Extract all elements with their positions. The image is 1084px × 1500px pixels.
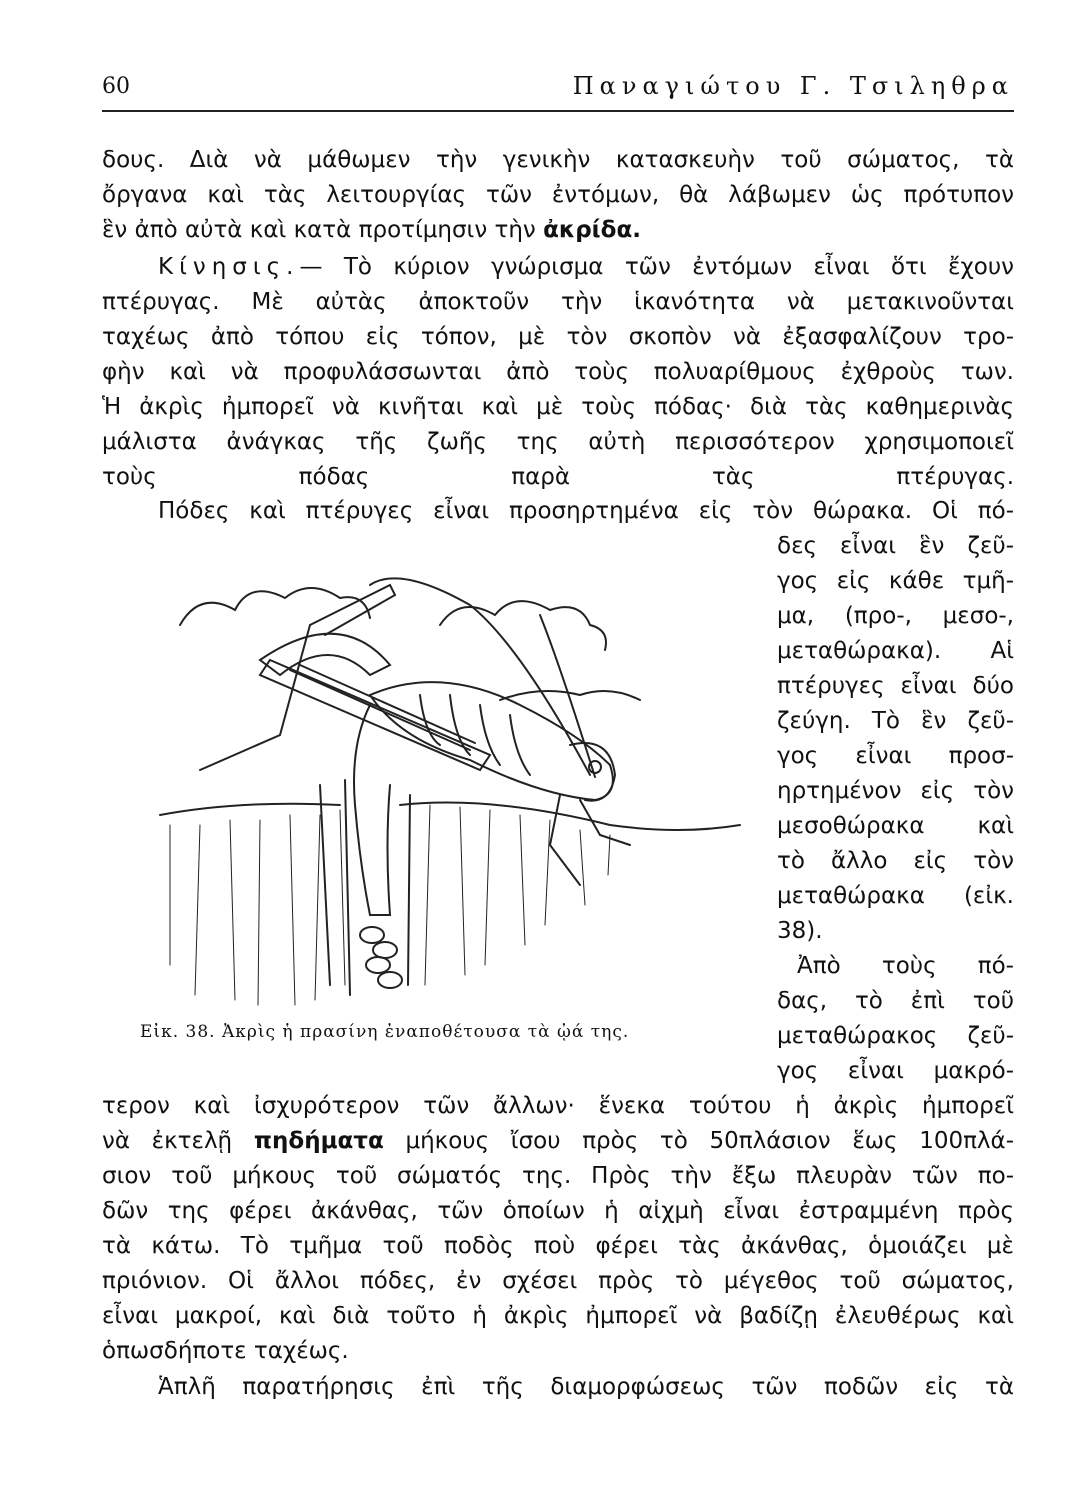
side-text-line: γος εἶναι μακρό- bbox=[777, 1058, 1014, 1084]
abdomen-shape bbox=[354, 705, 390, 915]
hind-leg-shape bbox=[260, 634, 390, 675]
side-text-line: ηρτημένον εἰς τὸν bbox=[777, 778, 1014, 804]
text-line: ὁπωσδήποτε ταχέως. bbox=[102, 1338, 349, 1364]
text-line: πτέρυγας. Μὲ αὐτὰς ἀποκτοῦν τὴν ἱκανότητα νὰ μετακινοῦνται bbox=[102, 289, 1014, 315]
ground-line bbox=[160, 803, 740, 831]
text-line: ὄργανα καὶ τὰς λειτουργίας τῶν ἐντόμων, θὰ λάβωμεν ὡς πρότυπον bbox=[102, 182, 1014, 208]
figure-caption: Εἰκ. 38. Ἀκρὶς ἡ πρασίνη ἐναποθέτουσα τὰ ᾠά της. bbox=[140, 1022, 630, 1042]
side-text-line: δας, τὸ ἐπὶ τοῦ bbox=[777, 988, 1014, 1014]
side-text-line: Ἀπὸ τοὺς πό- bbox=[797, 953, 1014, 979]
section-heading-kinisis: Κίνησις. bbox=[158, 254, 300, 280]
side-text-line: μεταθώρακα (εἰκ. bbox=[777, 883, 1014, 909]
header-rule bbox=[102, 110, 1014, 112]
side-text-line: μεσοθώρακα καὶ bbox=[777, 813, 1014, 839]
text-line bbox=[102, 1126, 1014, 1156]
text-line: Ἁπλῆ παρατήρησις ἐπὶ τῆς διαμορφώσεως τῶν ποδῶν εἰς τὰ bbox=[158, 1374, 1014, 1400]
text-line: ταχέως ἀπὸ τόπου εἰς τόπον, μὲ τὸν σκοπὸν νὰ ἐξασφαλίζουν τρο- bbox=[102, 324, 1014, 350]
text-fragment: — Τὸ κύριον γνώρισμα τῶν ἐντόμων εἶναι ὅτι ἔχουν bbox=[299, 254, 1014, 280]
text-line: μάλιστα ἀνάγκας τῆς ζωῆς της αὐτὴ περισσότερον χρησιμοποιεῖ bbox=[102, 429, 1014, 455]
bold-term-pidimata: πηδήματα bbox=[253, 1128, 384, 1154]
text-line bbox=[102, 215, 1014, 245]
text-line: πριόνιον. Οἱ ἄλλοι πόδες, ἐν σχέσει πρὸς τὸ μέγεθος τοῦ σώματος, bbox=[102, 1268, 1014, 1294]
cloud-shape bbox=[440, 601, 606, 650]
page-header bbox=[102, 72, 1014, 106]
text-line: Ἡ ἀκρὶς ἠμπορεῖ νὰ κινῆται καὶ μὲ τοὺς πόδας· διὰ τὰς καθημερινὰς bbox=[102, 394, 1014, 420]
hind-leg-shape bbox=[310, 585, 395, 635]
text-line: τὰ κάτω. Τὸ τμῆμα τοῦ ποδὸς ποὺ φέρει τὰς ἀκάνθας, ὁμοιάζει μὲ bbox=[102, 1233, 1014, 1259]
egg-shape bbox=[373, 942, 397, 958]
text-fragment: νὰ ἐκτελῇ bbox=[102, 1128, 233, 1154]
running-head: Παναγιώτου Γ. Τσιληθρα bbox=[572, 72, 1014, 100]
side-text-line: μεταθώρακα). Αἱ bbox=[777, 638, 1014, 664]
side-text-line: δες εἶναι ἓν ζεῦ- bbox=[777, 533, 1014, 559]
text-line: σιον τοῦ μήκους τοῦ σώματός της. Πρὸς τὴν ἔξω πλευρὰν τῶν πο- bbox=[102, 1163, 1014, 1189]
side-text-line: μα, (προ-, μεσο-, bbox=[777, 603, 1014, 629]
section-heading-line bbox=[158, 252, 1014, 282]
front-leg-shape bbox=[550, 795, 580, 885]
bold-term-akrida: ἀκρίδα. bbox=[543, 217, 641, 243]
side-text-line: τὸ ἄλλο εἰς τὸν bbox=[777, 848, 1014, 874]
text-line: δῶν της φέρει ἀκάνθας, τῶν ὁποίων ἡ αἰχμὴ εἶναι ἐστραμμένη πρὸς bbox=[102, 1198, 1014, 1224]
text-fragment: μήκους ἴσου πρὸς τὸ 50πλάσιον ἕως 100πλά- bbox=[405, 1128, 1015, 1154]
egg-shape bbox=[360, 927, 384, 943]
side-text-line: πτέρυγες εἶναι δύο bbox=[777, 673, 1014, 699]
side-text-line: γος εἶναι προσ- bbox=[777, 743, 1014, 769]
text-line: δους. Διὰ νὰ μάθωμεν τὴν γενικὴν κατασκευὴν τοῦ σώματος, τὰ bbox=[102, 147, 1014, 173]
side-text-line: γος εἰς κάθε τμῆ- bbox=[777, 568, 1014, 594]
text-line: φὴν καὶ νὰ προφυλάσσωνται ἀπὸ τοὺς πολυαρίθμους ἐχθροὺς των. bbox=[102, 359, 1014, 385]
page-number: 60 bbox=[102, 74, 130, 99]
side-text-line: 38). bbox=[777, 918, 823, 944]
hind-leg-shape bbox=[200, 625, 310, 770]
text-line: εἶναι μακροί, καὶ διὰ τοῦτο ἡ ἀκρὶς ἠμπορεῖ νὰ βαδίζῃ ἐλευθέρως καὶ bbox=[102, 1303, 1014, 1329]
grasshopper-illustration bbox=[140, 545, 760, 1010]
cloud-shape bbox=[180, 588, 370, 625]
antenna-shape bbox=[540, 615, 595, 777]
body-shape bbox=[370, 682, 613, 800]
wing-shape bbox=[260, 660, 490, 770]
text-line: Πόδες καὶ πτέρυγες εἶναι προσηρτημένα εἰς τὸν θώρακα. Οἱ πό- bbox=[158, 498, 1014, 524]
egg-shape bbox=[378, 972, 402, 988]
side-text-line: ζεύγη. Τὸ ἓν ζεῦ- bbox=[777, 708, 1014, 734]
text-line: τερον καὶ ἰσχυρότερον τῶν ἄλλων· ἕνεκα τούτου ἡ ἀκρὶς ἠμπορεῖ bbox=[102, 1093, 1014, 1119]
text-line: τοὺς πόδας παρὰ τὰς πτέρυγας. bbox=[102, 464, 1014, 490]
side-text-line: μεταθώρακος ζεῦ- bbox=[777, 1023, 1014, 1049]
front-leg-shape bbox=[580, 800, 630, 845]
eye-shape bbox=[589, 761, 601, 773]
text-fragment: ἓν ἀπὸ αὐτὰ καὶ κατὰ προτίμησιν τὴν bbox=[102, 217, 536, 243]
egg-shape bbox=[366, 957, 390, 973]
